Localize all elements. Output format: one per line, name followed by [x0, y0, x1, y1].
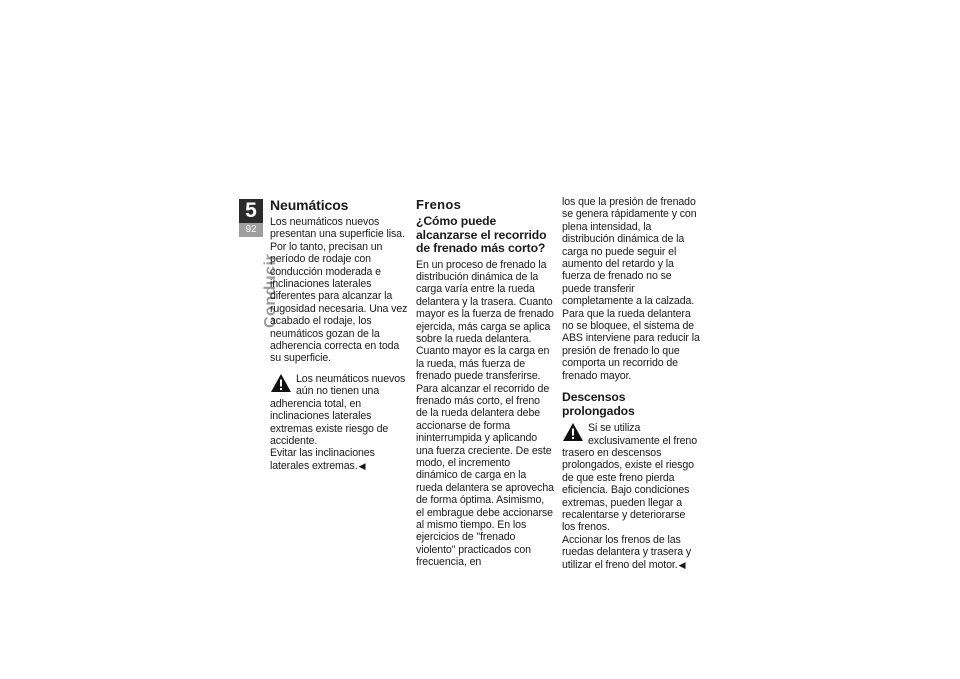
subheading-shortest-braking: ¿Cómo puede alcanzarse el recorrido de frenado más corto?: [416, 214, 547, 255]
section-heading-brakes: Frenos: [416, 197, 462, 212]
page-number: 92: [239, 223, 263, 237]
end-mark-icon: ◀: [358, 460, 366, 471]
warning-triangle-icon: [270, 373, 292, 393]
tires-warning-followup: [270, 447, 408, 472]
chapter-label: Conducir: [262, 253, 279, 328]
subheading-long-descents: Descensos prolongados: [562, 390, 635, 418]
end-mark-icon: ◀: [678, 559, 686, 570]
descents-warning: [562, 422, 700, 571]
warning-triangle-icon: [562, 422, 584, 442]
column-3: [562, 196, 700, 571]
chapter-number: 5: [239, 199, 263, 223]
tires-warning: [270, 373, 408, 472]
descents-warning-text: Si se utiliza exclusivamente el freno trasero en descensos prolongados, existe el riesgo de que este freno pierda eficiencia. Bajo condiciones extremas, pueden llegar a recalentarse y deteriorarse los frenos.: [562, 422, 697, 534]
column-2: [416, 197, 554, 569]
descents-warning-followup-text: Accionar los frenos de las ruedas delantera y trasera y utilizar el freno del motor.: [562, 533, 692, 571]
descents-warning-followup: [562, 534, 700, 571]
tires-paragraph: Los neumáticos nuevos presentan una superficie lisa. Por lo tanto, precisan un período de rodaje con conducción moderada e inclinaciones laterales diferentes para alcanzar la rugosidad necesaria. Una vez acabado el rodaje, los neumáticos gozan de la adherencia correcta en toda su superficie.: [270, 216, 408, 365]
tires-warning-text: Los neumáticos nuevos aún no tienen una adherencia total, en inclinaciones laterales extremas existe riesgo de accidente.: [270, 372, 406, 447]
brakes-paragraph-3: los que la presión de frenado se genera rápidamente y con plena intensidad, la distribución dinámica de la carga no puede seguir el aumento del retardo y la fuerza de frenado no se puede transferir completamente a la calzada. Para que la rueda delantera no se bloquee, el sistema de ABS interviene para reducir la presión de frenado lo que comporta un recorrido de frenado mayor.: [562, 196, 700, 382]
column-1: [270, 197, 408, 472]
tires-warning-followup-text: Evitar las inclinaciones laterales extremas.: [270, 447, 375, 472]
section-heading-tires: Neumáticos: [270, 197, 349, 213]
brakes-paragraph-2: Para alcanzar el recorrido de frenado más corto, el freno de la rueda delantera debe accionarse de forma ininterrumpida y aplicando una fuerza creciente. De este modo, el incremento dinámico de carga en la rueda delantera se aprovecha de forma óptima. Asimismo, el embrague debe accionarse al mismo tiempo. En los ejercicios de "frenado violento" practicados con frecuencia, en: [416, 382, 554, 569]
brakes-paragraph-1: En un proceso de frenado la distribución dinámica de la carga varía entre la rueda delantera y la trasera. Cuanto mayor es la fuerza de frenado ejercida, más carga se aplica sobre la rueda delantera. Cuanto mayor es la carga en la rueda, más fuerza de frenado puede transferirse.: [416, 258, 554, 383]
